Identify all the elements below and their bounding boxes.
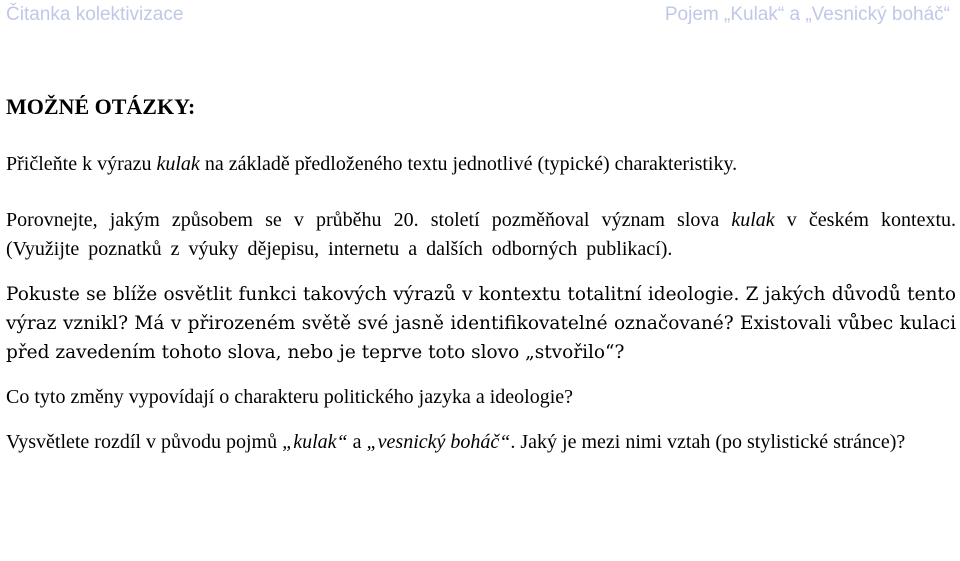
question-5-term-vesnicky-bohac: „vesnický boháč“ [366, 431, 511, 453]
question-3: Pokuste se blíže osvětlit funkci takových výrazů v kontextu totalitní ideologie. Z jakých důvodů tento výraz vznikl? Má v přirozeném světě své jasně identifikovatelné označované? Existovali vůbec kulaci před zavedením tohoto slova, nebo je teprve toto slovo „stvořilo“? [6, 284, 956, 363]
question-5 [6, 428, 956, 457]
question-1-term: kulak [156, 153, 200, 175]
running-header [6, 4, 950, 30]
question-2-text-c: v českém kontextu. (Využijte poznatků z výuky dějepisu, internetu a dalších odborných publikací). [6, 209, 956, 260]
document-body [6, 92, 956, 457]
question-5-text-c: a [347, 431, 367, 453]
question-5-text-e: . Jaký je mezi nimi vztah (po stylistické stránce)? [510, 431, 906, 453]
question-2-term: kulak [731, 209, 775, 231]
header-left-title: Čitanka kolektivizace [6, 4, 184, 25]
question-1 [6, 150, 956, 179]
header-right-title: Pojem „Kulak“ a „Vesnický boháč“ [664, 4, 950, 25]
question-5-term-kulak: „kulak“ [282, 431, 348, 453]
question-2 [6, 206, 956, 264]
question-1-text-a: Přičleňte k výrazu [6, 153, 157, 175]
question-5-text-a: Vysvětlete rozdíl v původu pojmů [6, 431, 283, 453]
question-4: Co tyto změny vypovídají o charakteru politického jazyka a ideologie? [6, 386, 574, 408]
question-2-text-a: Porovnejte, jakým způsobem se v průběhu 20. století pozměňoval význam slova [6, 209, 732, 231]
page-title: MOŽNÉ OTÁZKY: [6, 94, 196, 119]
question-1-text-c: na základě předloženého textu jednotlivé (typické) charakteristiky. [199, 153, 738, 175]
